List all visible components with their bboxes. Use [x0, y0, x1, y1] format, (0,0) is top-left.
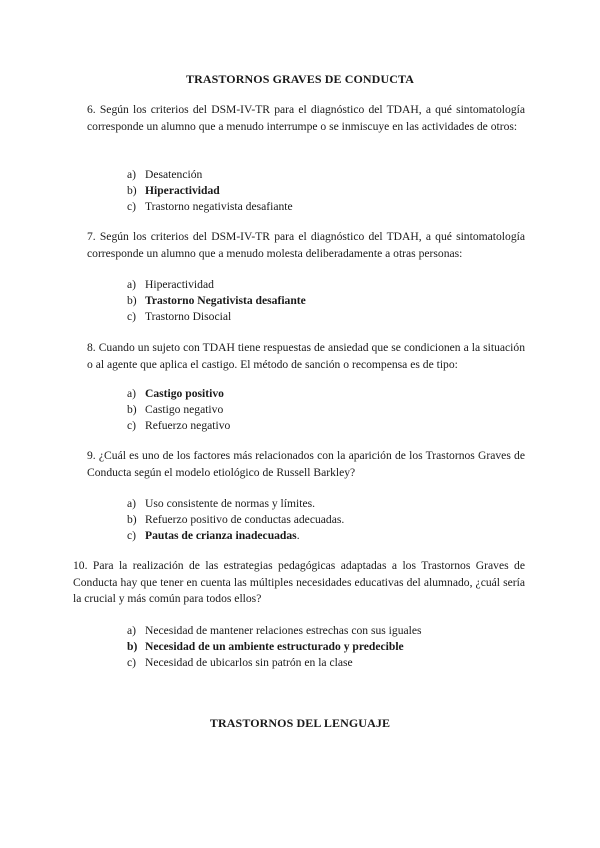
question-6: 6. Según los criterios del DSM-IV-TR para el diagnóstico del TDAH, a qué sintomatología corresponde un alumno que a menudo interrumpe o se inmiscuye en las actividades de otros:: [87, 103, 525, 133]
option-a: a) Hiperactividad: [127, 278, 214, 291]
section-title: TRASTORNOS GRAVES DE CONDUCTA: [186, 72, 414, 86]
option-b-correct: b) Trastorno Negativista desafiante: [127, 294, 306, 308]
question-10-options: [127, 623, 422, 672]
option-c: c) Necesidad de ubicarlos sin patrón en la clase: [127, 656, 353, 670]
question-7: 7. Según los criterios del DSM-IV-TR para el diagnóstico del TDAH, a qué sintomatología corresponde un alumno que a menudo molesta deliberadamente a otras personas:: [87, 230, 525, 260]
next-section-title: TRASTORNOS DEL LENGUAJE: [209, 716, 391, 730]
question-7-options: [127, 277, 306, 326]
question-8-options: [127, 386, 230, 435]
option-a: a) Necesidad de mantener relaciones estrechas con sus iguales: [127, 624, 422, 637]
question-8: 8. Cuando un sujeto con TDAH tiene respuestas de ansiedad que se condicionen a la situación o al agente que aplica el castigo. El método de sanción o recompensa es de tipo:: [87, 341, 525, 371]
question-10: 10. Para la realización de las estrategias pedagógicas adaptadas a los Trastornos Graves de Conducta hay que tener en cuenta las múltiples necesidades educativas del alumnado, ¿cuál sería la crucial y más común para todos ellos?: [73, 559, 525, 605]
option-c-correct: c) Pautas de crianza inadecuadas.: [127, 529, 300, 543]
option-b: b) Castigo negativo: [127, 403, 224, 417]
option-c: c) Trastorno negativista desafiante: [127, 200, 293, 214]
option-a-correct: a) Castigo positivo: [127, 387, 224, 400]
option-a: a) Uso consistente de normas y límites.: [127, 497, 316, 510]
option-c: c) Trastorno Disocial: [127, 310, 232, 324]
option-b: b) Refuerzo positivo de conductas adecuadas.: [127, 513, 345, 527]
option-b-correct: b) Necesidad de un ambiente estructurado y predecible: [127, 640, 404, 654]
option-b-correct: b) Hiperactividad: [127, 184, 220, 198]
question-9: 9. ¿Cuál es uno de los factores más relacionados con la aparición de los Trastornos Graves de Conducta según el modelo etiológico de Russell Barkley?: [87, 449, 525, 479]
question-9-options: [127, 496, 344, 545]
option-c: c) Refuerzo negativo: [127, 419, 231, 433]
option-a: a) Desatención: [127, 168, 203, 181]
question-6-options: [127, 167, 293, 216]
